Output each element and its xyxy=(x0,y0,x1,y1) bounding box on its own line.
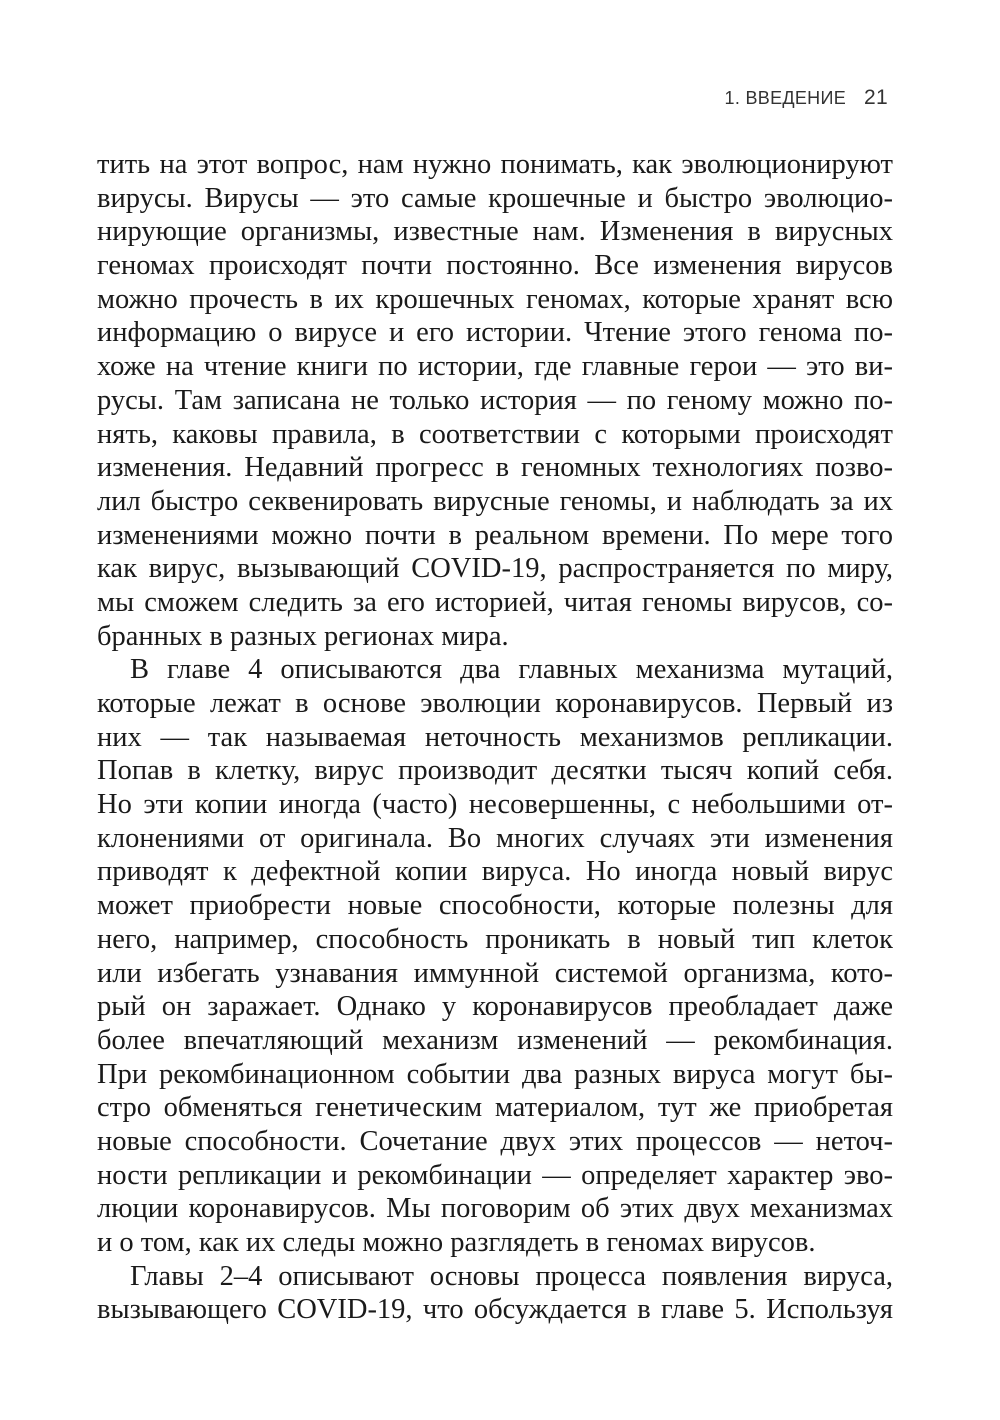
text-line: геномах происходят почти постоянно. Все изменения вирусов xyxy=(97,250,893,282)
text-line: изменения. Недавний прогресс в геномных технологиях позво- xyxy=(97,452,893,484)
text-line: мы сможем следить за его историей, читая геномы вирусов, со- xyxy=(97,586,893,618)
text-line: или избегать узнавания иммунной системой организма, кото- xyxy=(97,957,893,989)
text-line: изменениями можно почти в реальном времени. По мере того xyxy=(97,519,893,551)
text-line: приводят к дефектной копии вируса. Но иногда новый вирус xyxy=(97,856,893,888)
text-line: и о том, как их следы можно разглядеть в геномах вирусов. xyxy=(97,1227,816,1258)
running-head-section: 1. ВВЕДЕНИЕ xyxy=(724,88,847,108)
text-line: новые способности. Сочетание двух этих процессов — неточ- xyxy=(97,1125,893,1157)
page-number: 21 xyxy=(864,86,888,109)
body-text xyxy=(97,148,893,1327)
text-line: тить на этот вопрос, нам нужно понимать, как эволюционируют xyxy=(97,149,893,180)
text-line: люции коронавирусов. Мы поговорим об этих двух механизмах xyxy=(97,1193,893,1225)
text-line: ности репликации и рекомбинации — определяет характер эво- xyxy=(97,1159,893,1191)
text-line: Главы 2–4 описывают основы процесса появления вируса, xyxy=(130,1260,893,1292)
text-line: можно прочесть в их крошечных геномах, которые хранят всю xyxy=(97,283,893,315)
text-line: рый он заражает. Однако у коронавирусов преобладает даже xyxy=(97,991,893,1023)
text-line: русы. Там записана не только история — по геному можно по- xyxy=(97,384,893,416)
text-line: более впечатляющий механизм изменений — рекомбинация. xyxy=(97,1024,893,1056)
text-line: бранных в разных регионах мира. xyxy=(97,620,509,652)
text-line: как вирус, вызывающий COVID-19, распространяется по миру, xyxy=(97,553,893,585)
text-line: лил быстро секвенировать вирусные геномы, и наблюдать за их xyxy=(97,485,893,517)
paragraph xyxy=(97,1260,893,1327)
text-line: При рекомбинационном событии два разных вируса могут бы- xyxy=(97,1058,893,1090)
text-line: него, например, способность проникать в новый тип клеток xyxy=(97,923,893,955)
text-line: вирусы. Вирусы — это самые крошечные и быстро эволюцио- xyxy=(97,182,893,214)
text-line: стро обменяться генетическим материалом, тут же приобретая xyxy=(97,1092,893,1124)
text-line: которые лежат в основе эволюции коронавирусов. Первый из xyxy=(97,688,893,719)
text-line: В главе 4 описываются два главных механизма мутаций, xyxy=(130,654,893,686)
paragraph xyxy=(97,148,893,653)
text-line: информацию о вирусе и его истории. Чтение этого генома по- xyxy=(97,317,893,349)
text-line: клонениями от оригинала. Во многих случаях эти изменения xyxy=(97,822,893,854)
text-line: может приобрести новые способности, которые полезны для xyxy=(97,890,893,922)
text-line: Попав в клетку, вирус производит десятки тысяч копий себя. xyxy=(97,755,893,787)
paragraph xyxy=(97,653,893,1259)
running-head xyxy=(725,86,888,110)
text-line: Но эти копии иногда (часто) несовершенны, с небольшими от- xyxy=(97,789,893,821)
text-line: них — так называемая неточность механизмов репликации. xyxy=(97,721,893,753)
text-line: нять, каковы правила, в соответствии с которыми происходят xyxy=(97,418,893,450)
text-line: нирующие организмы, известные нам. Изменения в вирусных xyxy=(97,216,893,248)
text-line: вызывающего COVID-19, что обсуждается в главе 5. Используя xyxy=(97,1294,893,1326)
text-line: хоже на чтение книги по истории, где главные герои — это ви- xyxy=(97,351,893,383)
